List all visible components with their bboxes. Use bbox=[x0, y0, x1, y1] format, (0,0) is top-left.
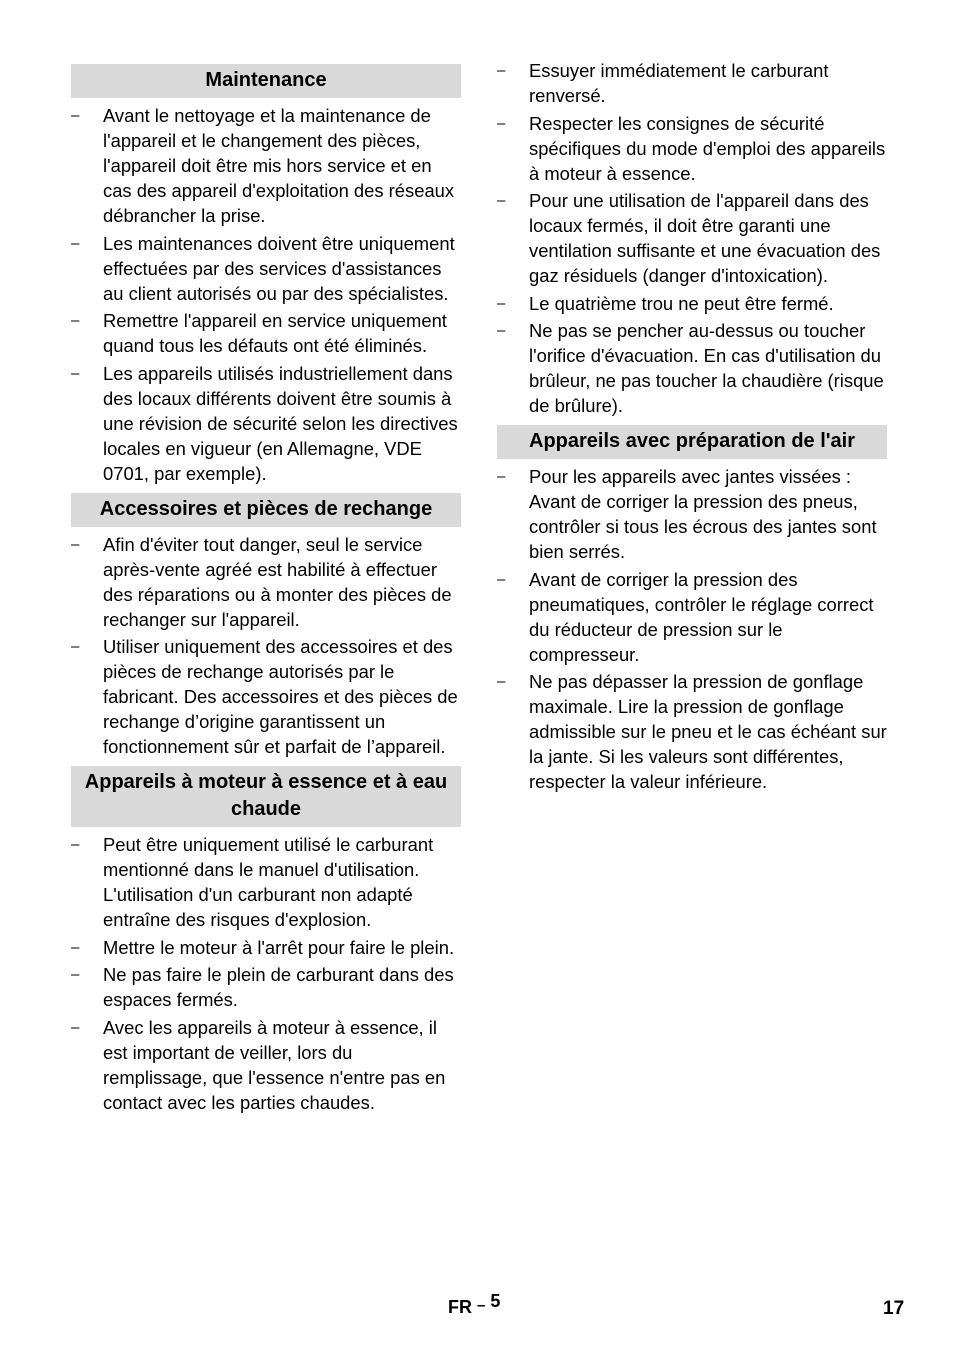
list-item bbox=[497, 567, 887, 667]
bullet-list bbox=[71, 832, 461, 1115]
list-item bbox=[71, 231, 461, 306]
bullet-dash: – bbox=[71, 966, 80, 983]
section bbox=[71, 493, 461, 760]
bullet-dash: – bbox=[71, 107, 80, 124]
list-item bbox=[497, 58, 887, 108]
list-item-text: Ne pas se pencher au-dessus ou toucher l'orifice d'évacuation. En cas d'utilisation du brûleur, ne pas toucher la chaudière (risque de brûlure). bbox=[529, 320, 884, 416]
list-item-text: Ne pas dépasser la pression de gonflage maximale. Lire la pression de gonflage admissible sur le pneu et le cas échéant sur la jante. Si les valeurs sont différentes, respecter la valeur inférieure. bbox=[529, 671, 887, 792]
bullet-list bbox=[71, 103, 461, 486]
bullet-list bbox=[497, 58, 887, 418]
bullet-dash: – bbox=[71, 234, 80, 252]
list-item bbox=[71, 532, 461, 632]
section-heading: Appareils avec préparation de l'air bbox=[497, 425, 887, 459]
list-item-text: Utiliser uniquement des accessoires et des pièces de rechange autorisés par le fabricant. Des accessoires et des pièces de rechange d’origine garantissent un fonctionnement sûr et parfait de l’appareil. bbox=[103, 636, 458, 757]
list-item-text: Peut être uniquement utilisé le carburant mentionné dans le manuel d'utilisation. L'utilisation d'un carburant non adapté entraîne des risques d'explosion. bbox=[103, 834, 434, 930]
footer-separator: – bbox=[477, 1297, 486, 1314]
list-item-text: Les maintenances doivent être uniquement effectuées par des services d'assistances au client autorisés ou par des spécialistes. bbox=[103, 232, 455, 304]
list-item bbox=[71, 308, 461, 358]
list-item-text: Les appareils utilisés industriellement dans des locaux différents doivent être soumis à une révision de sécurité selon les directives locales en vigueur (en Allemagne, VDE 0701, par exemple). bbox=[103, 362, 458, 484]
bullet-dash: – bbox=[71, 1018, 80, 1036]
section bbox=[497, 58, 887, 418]
list-item bbox=[71, 832, 461, 932]
bullet-dash: – bbox=[497, 114, 506, 132]
bullet-dash: – bbox=[71, 938, 80, 956]
left-column bbox=[71, 64, 461, 1122]
bullet-dash: – bbox=[497, 294, 506, 312]
footer-lang-code: FR bbox=[448, 1297, 472, 1317]
list-item bbox=[497, 291, 887, 316]
bullet-dash: – bbox=[71, 535, 80, 553]
section-heading: Appareils à moteur à essence et à eau chaude bbox=[71, 766, 461, 827]
bullet-dash: – bbox=[71, 312, 80, 329]
list-item-text: Remettre l'appareil en service uniquement quand tous les défauts ont été éliminés. bbox=[103, 310, 447, 356]
list-item-text: Afin d'éviter tout danger, seul le service après-vente agréé est habilité à effectuer des réparations ou à monter des pièces de rechanger sur l'appareil. bbox=[103, 533, 452, 630]
list-item-text: Avec les appareils à moteur à essence, il est important de veiller, lors du remplissage, que l'essence n'entre pas en contact avec les parties chaudes. bbox=[103, 1016, 446, 1113]
list-item-text: Respecter les consignes de sécurité spécifiques du mode d'emploi des appareils à moteur à essence. bbox=[529, 112, 886, 184]
list-item-text: Essuyer immédiatement le carburant renversé. bbox=[529, 60, 829, 106]
bullet-dash: – bbox=[497, 322, 506, 339]
list-item bbox=[497, 318, 887, 418]
bullet-list bbox=[497, 464, 887, 794]
list-item bbox=[71, 1015, 461, 1115]
bullet-list bbox=[71, 532, 461, 760]
list-item bbox=[71, 103, 461, 228]
bullet-dash: – bbox=[497, 673, 506, 690]
bullet-dash: – bbox=[71, 364, 80, 382]
section-heading: Accessoires et pièces de rechange bbox=[71, 493, 461, 527]
footer-language-page bbox=[448, 1291, 501, 1318]
bullet-dash: – bbox=[497, 62, 506, 79]
section bbox=[71, 766, 461, 1115]
list-item-text: Avant de corriger la pression des pneumatiques, contrôler le réglage correct du réducteur de pression sur le compresseur. bbox=[529, 568, 874, 665]
list-item bbox=[71, 634, 461, 759]
bullet-dash: – bbox=[71, 836, 80, 853]
footer-lang-page: 5 bbox=[490, 1291, 501, 1311]
bullet-dash: – bbox=[497, 192, 506, 209]
right-column bbox=[497, 58, 887, 801]
list-item-text: Mettre le moteur à l'arrêt pour faire le plein. bbox=[103, 936, 455, 958]
list-item-text: Ne pas faire le plein de carburant dans des espaces fermés. bbox=[103, 964, 454, 1010]
list-item bbox=[497, 464, 887, 564]
list-item-text: Pour une utilisation de l'appareil dans des locaux fermés, il doit être garanti une ventilation suffisante et une évacuation des gaz résiduels (danger d'intoxication). bbox=[529, 190, 881, 286]
bullet-dash: – bbox=[71, 638, 80, 655]
list-item bbox=[497, 188, 887, 288]
bullet-dash: – bbox=[497, 570, 506, 588]
footer-page-number: 17 bbox=[883, 1298, 905, 1319]
list-item-text: Pour les appareils avec jantes vissées : Avant de corriger la pression des pneus, contrôler si tous les écrous des jantes sont bien serrés. bbox=[529, 466, 877, 562]
list-item-text: Le quatrième trou ne peut être fermé. bbox=[529, 292, 834, 314]
section-heading: Maintenance bbox=[71, 64, 461, 98]
list-item bbox=[71, 361, 461, 486]
section bbox=[497, 425, 887, 794]
list-item-text: Avant le nettoyage et la maintenance de l'appareil et le changement des pièces, l'appareil doit être mis hors service et en cas des appareil d'exploitation des réseaux débrancher la prise. bbox=[103, 105, 455, 226]
list-item bbox=[71, 962, 461, 1012]
bullet-dash: – bbox=[497, 468, 506, 485]
section bbox=[71, 64, 461, 486]
list-item bbox=[497, 669, 887, 794]
list-item bbox=[497, 111, 887, 186]
list-item bbox=[71, 935, 461, 960]
